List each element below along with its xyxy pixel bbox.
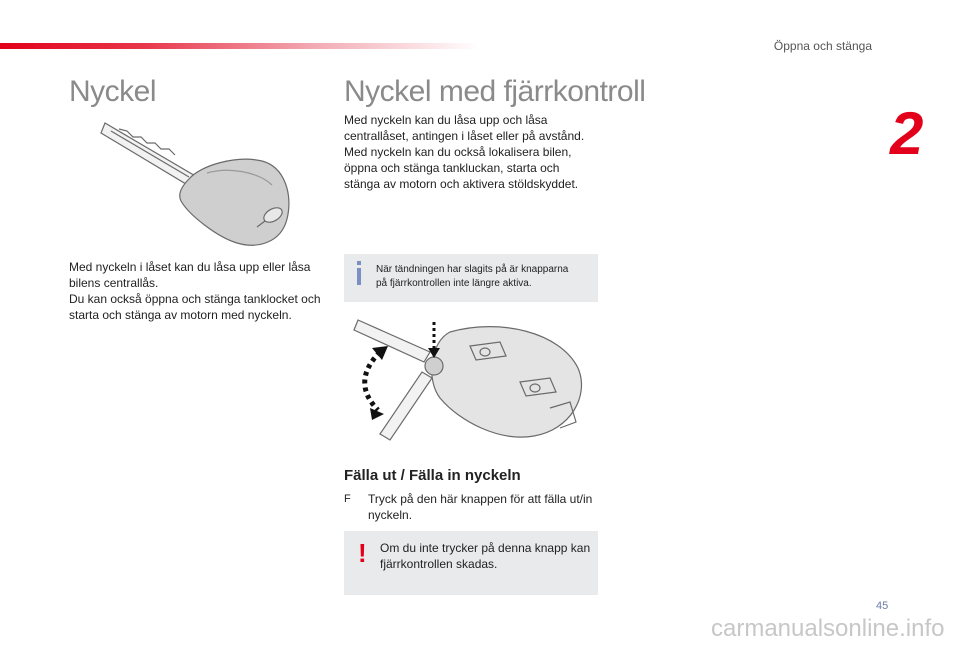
bullet-text xyxy=(368,491,600,523)
fold-key-subheading: Fälla ut / Fälla in nyckeln xyxy=(344,467,521,484)
right-title: Nyckel med fjärrkontroll xyxy=(344,75,646,108)
info-line: på fjärrkontrollen inte längre aktiva. xyxy=(376,278,532,289)
left-paragraph-line: Med nyckeln i låset kan du låsa upp eller låsa xyxy=(69,260,311,274)
info-text xyxy=(376,263,594,291)
right-paragraph-line: Med nyckeln kan du också lokalisera bilen, xyxy=(344,145,572,159)
bullet-line: nyckeln. xyxy=(368,508,413,522)
info-box xyxy=(344,254,598,302)
left-paragraph xyxy=(69,259,329,323)
info-icon xyxy=(354,261,364,285)
right-paragraph xyxy=(344,112,594,192)
section-label: Öppna och stänga xyxy=(773,39,872,53)
left-title: Nyckel xyxy=(69,75,157,108)
left-paragraph-line: bilens centrallås. xyxy=(69,276,159,290)
warning-text xyxy=(380,540,594,572)
chapter-number: 2 xyxy=(890,100,924,167)
left-paragraph-line: starta och stänga av motorn med nyckeln. xyxy=(69,308,292,322)
warning-icon: ! xyxy=(358,538,367,568)
page-number: 45 xyxy=(876,600,889,612)
remote-key-illustration xyxy=(350,312,590,447)
right-paragraph-line: centrallåset, antingen i låset eller på avstånd. xyxy=(344,129,585,143)
bullet-line: Tryck på den här knappen för att fälla ut/in xyxy=(368,492,593,506)
watermark: carmanualsonline.info xyxy=(711,615,945,642)
bullet-mark: F xyxy=(344,493,351,505)
key-illustration xyxy=(97,115,297,255)
warning-box xyxy=(344,531,598,595)
right-paragraph-line: öppna och stänga tankluckan, starta och xyxy=(344,161,560,175)
warning-line: Om du inte trycker på denna knapp kan xyxy=(380,541,591,555)
info-line: När tändningen har slagits på är knapparna xyxy=(376,264,569,275)
warning-line: fjärrkontrollen skadas. xyxy=(380,557,498,571)
right-paragraph-line: stänga av motorn och aktivera stöldskyddet. xyxy=(344,177,579,191)
right-paragraph-line: Med nyckeln kan du låsa upp och låsa xyxy=(344,113,548,127)
header-accent-bar xyxy=(0,43,480,49)
left-paragraph-line: Du kan också öppna och stänga tanklocket och xyxy=(69,292,321,306)
